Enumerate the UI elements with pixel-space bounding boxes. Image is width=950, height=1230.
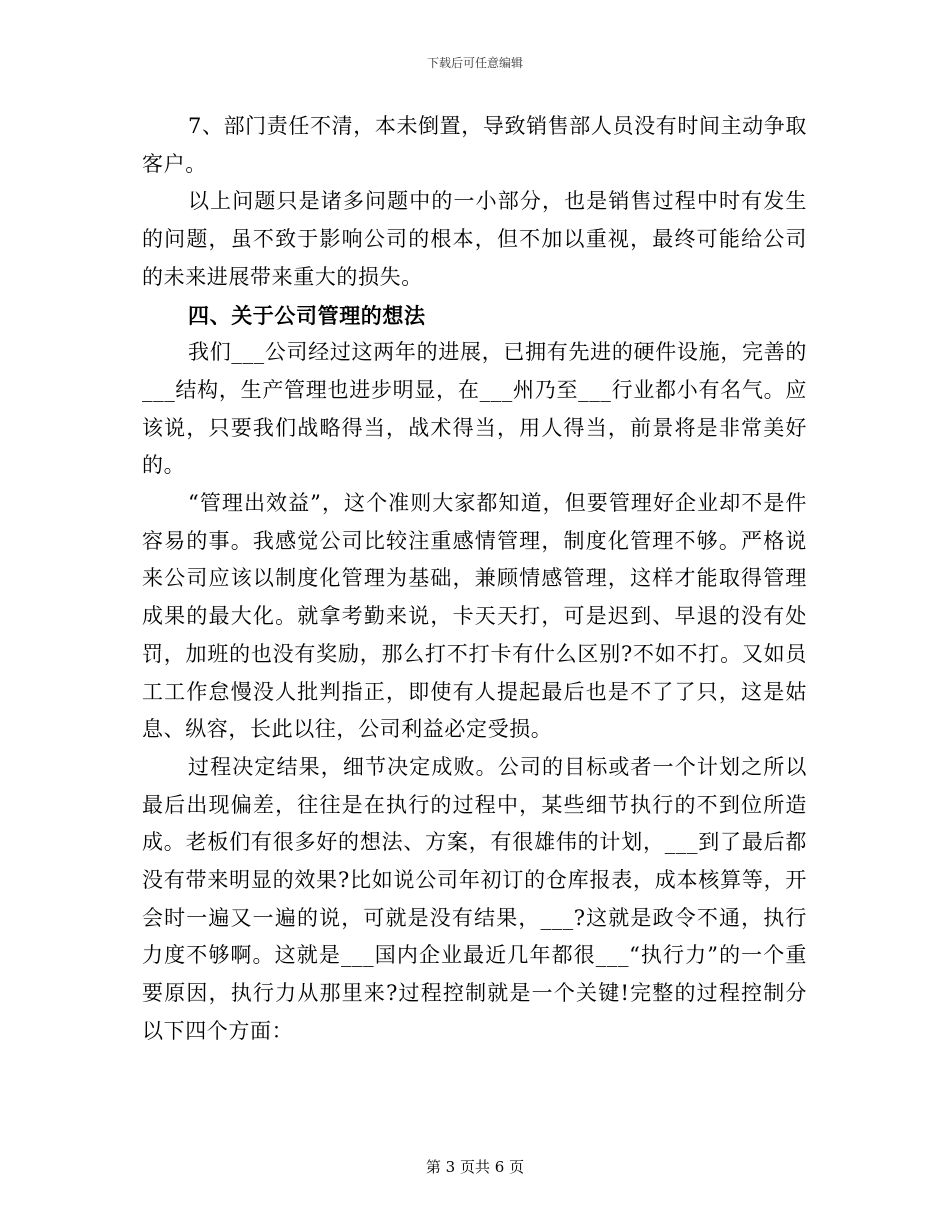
paragraph-company-progress: 我们___公司经过这两年的进展，已拥有先进的硬件设施，完善的___结构，生产管理也进步明显，在___州乃至___行业都小有名气。应该说，只要我们战略得当，战术得当，用人得当，前景将是非常美好的。 [142, 340, 807, 478]
paragraph-management-benefit: “管理出效益”，这个准则大家都知道，但要管理好企业却不是件容易的事。我感觉公司比较注重感情管理，制度化管理不够。严格说来公司应该以制度化管理为基础，兼顾情感管理，这样才能取得管理成果的最大化。就拿考勤来说，卡天天打，可是迟到、早退的没有处罚，加班的也没有奖励，那么打不打卡有什么区别?不如不打。又如员工工作怠慢没人批判指正，即使有人提起最后也是不了了只，这是姑息、纵容，长此以往，公司利益必定受损。 [142, 491, 807, 742]
page-header: 下载后可任意编辑 [426, 56, 523, 70]
page-footer: 第 3 页共 6 页 [425, 1158, 525, 1176]
section-heading: 四、关于公司管理的想法 [188, 302, 426, 328]
document-body [142, 108, 807, 1051]
paragraph-summary: 以上问题只是诸多问题中的一小部分，也是销售过程中时有发生的问题，虽不致于影响公司的根本，但不加以重视，最终可能给公司的未来进展带来重大的损失。 [142, 189, 807, 289]
paragraph-item-7: 7、部门责任不清，本未倒置，导致销售部人员没有时间主动争取客户。 [142, 114, 807, 176]
paragraph-process-control: 过程决定结果，细节决定成败。公司的目标或者一个计划之所以最后出现偏差，往往是在执行的过程中，某些细节执行的不到位所造成。老板们有很多好的想法、方案，有很雄伟的计划，___到了最后都没有带来明显的效果?比如说公司年初订的仓库报表，成本核算等，开会时一遍又一遍的说，可就是没有结果，___?这就是政令不通，执行力度不够啊。这就是___国内企业最近几年都很___“执行力”的一个重要原因，执行力从那里来?过程控制就是一个关键!完整的过程控制分以下四个方面： [142, 754, 807, 1043]
